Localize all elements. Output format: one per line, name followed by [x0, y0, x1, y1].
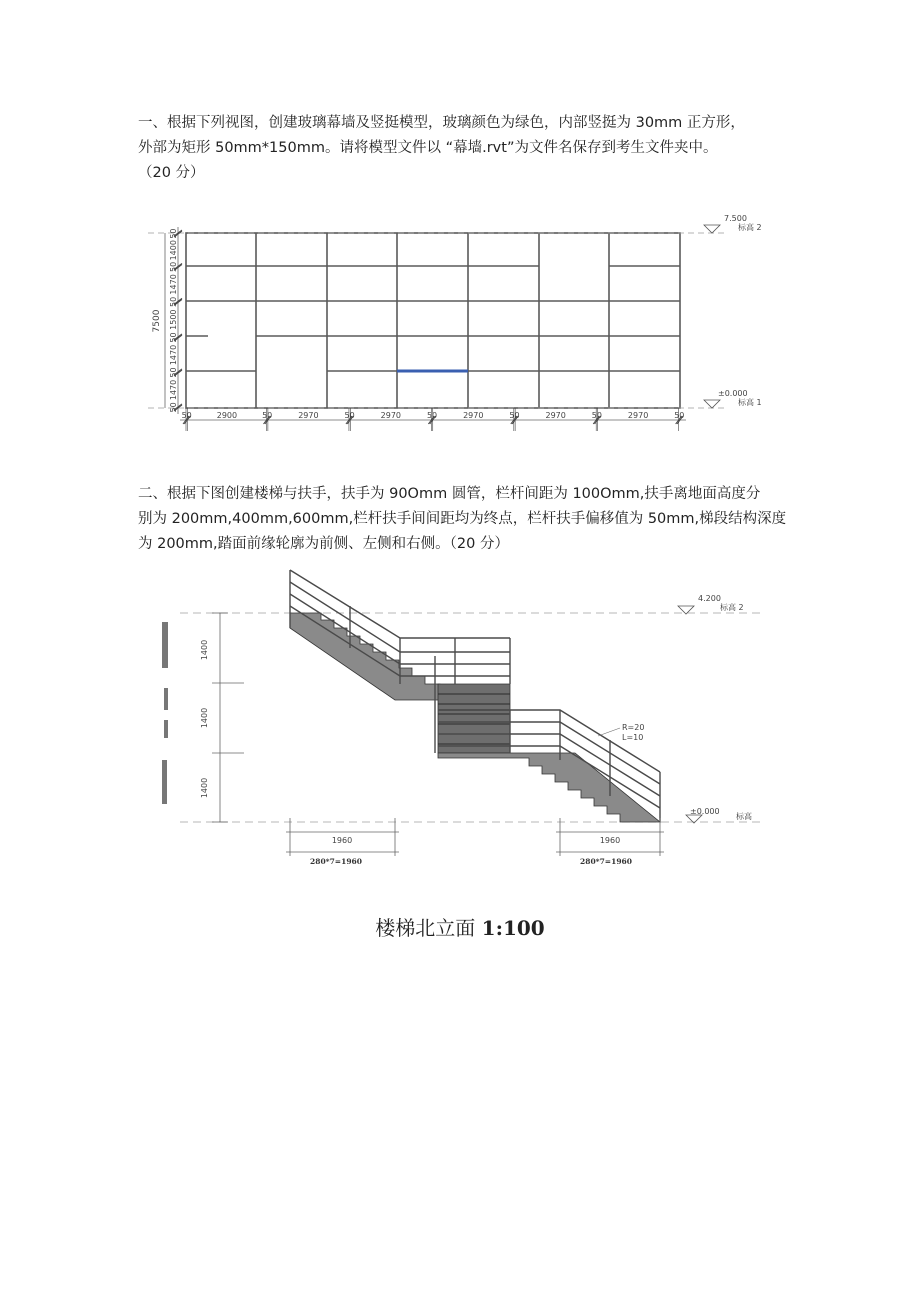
col-dim-label: 50 [674, 411, 685, 420]
level-bottom-name: 标高 [736, 812, 752, 821]
row-dim-label: 50 [169, 228, 178, 239]
caption-scale: 1:100 [481, 916, 545, 940]
run-width-right: 1960 [599, 836, 621, 845]
row-dim-label: 1470 [169, 379, 178, 401]
col-dim-label: 50 [344, 411, 355, 420]
level-marker-top-icon [704, 225, 720, 233]
rail-note-leader [598, 728, 620, 736]
height-dim: 1400 [200, 639, 209, 661]
height-dim: 1400 [200, 707, 209, 729]
height-dim: 1400 [200, 777, 209, 799]
level-bottom-value: ±0.000 [718, 389, 748, 398]
rail-note-r: R=20 [622, 723, 645, 732]
col-dim-label: 50 [591, 411, 602, 420]
row-dim-label: 1400 [169, 240, 178, 261]
question-2-text [138, 482, 798, 557]
col-dim-label: 2900 [216, 411, 238, 420]
col-dim-label: 2970 [463, 411, 484, 420]
curtain-wall-outline [186, 233, 680, 408]
col-dim-label: 50 [426, 411, 438, 420]
col-dim-label: 2970 [627, 411, 649, 420]
col-dim-label: 50 [262, 411, 273, 420]
stair-elevation-drawing [150, 560, 770, 872]
row-dim-label: 1500 [169, 309, 178, 330]
rail-note-l: L=10 [622, 733, 644, 742]
stair-drawing-caption [0, 912, 920, 941]
level-top-name: 标高 2 [738, 223, 762, 232]
question-2-line: 为 200mm,踏面前缘轮廓为前侧、左侧和右侧。（20 分） [138, 536, 509, 552]
row-dim-label: 50 [169, 367, 178, 378]
col-dim-label: 2970 [298, 411, 319, 420]
question-2-line: 别为 200mm,400mm,600mm,栏杆扶手间间距均为终点，栏杆扶手偏移值为 50mm,梯段结构深度 [138, 511, 787, 527]
level-bottom-value: ±0.000 [690, 807, 720, 816]
level-marker-bottom-icon [704, 400, 720, 408]
col-dim-label: 50 [509, 411, 520, 420]
level-bottom-name: 标高 1 [738, 398, 762, 407]
question-1-text [138, 111, 798, 186]
col-dim-label: 2970 [545, 411, 566, 420]
question-1-line: （20 分） [138, 165, 205, 181]
run-formula-right: 280*7=1960 [580, 857, 632, 866]
row-dim-label: 50 [169, 296, 178, 307]
level-top-value: 4.200 [698, 594, 721, 603]
row-dim-label: 1470 [169, 344, 178, 366]
curtain-wall-elevation-drawing [138, 205, 778, 437]
level-top-name: 标高 2 [720, 603, 744, 612]
row-dim-label: 50 [169, 402, 178, 413]
run-formula-left: 280*7=1960 [310, 857, 362, 866]
row-dim-label: 50 [169, 261, 178, 273]
question-2-line: 二、根据下图创建楼梯与扶手，扶手为 90Omm 圆管，栏杆间距为 100Omm,扶手离地面高度分 [138, 486, 761, 502]
level-top-value: 7.500 [724, 214, 747, 223]
col-dim-label: 2970 [380, 411, 402, 420]
row-dim-label: 1470 [169, 274, 178, 295]
question-1-line: 外部为矩形 50mm*150mm。请将模型文件以 “幕墙.rvt”为文件名保存到考生文件夹中。 [138, 140, 718, 156]
scan-margin-marks [162, 622, 168, 804]
total-height-dim: 7500 [152, 309, 162, 333]
caption-title: 楼梯北立面 [375, 916, 476, 940]
row-dim-label: 50 [169, 332, 178, 343]
run-width-left: 1960 [331, 836, 353, 845]
col-dim-label: 50 [181, 411, 192, 420]
upper-flight [290, 613, 440, 700]
question-1-line: 一、根据下列视图，创建玻璃幕墙及竖挺模型，玻璃颜色为绿色，内部竖挺为 30mm 正方形， [138, 115, 745, 131]
